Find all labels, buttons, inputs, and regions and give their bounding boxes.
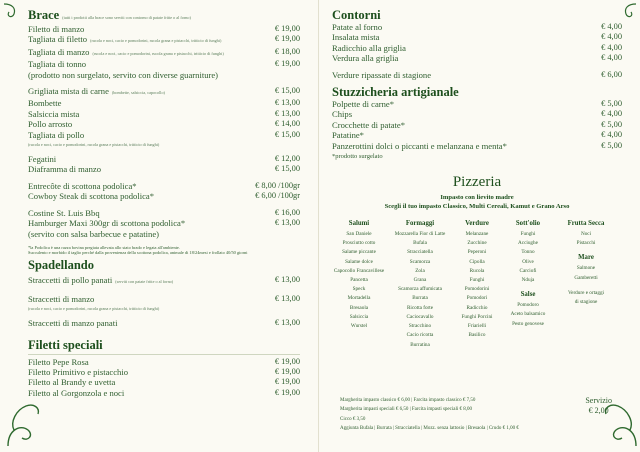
ingredient-item: Radicchio [466,304,488,311]
servizio-label: Servizio [585,396,612,405]
servizio-price: € 2,00 [588,406,609,415]
menu-item-name: Panzerottini dolci o piccanti e melanzana e menta* [332,140,507,151]
ingredient-item: Scamorza affumicata [398,286,442,293]
ingredient-heading: Formaggi [405,220,435,228]
ingredient-column [454,220,500,340]
ingredient-item: Olive [522,258,534,265]
menu-item [28,318,300,328]
ingredient-item: Aceto balsamico [510,311,546,318]
menu-item-price: € 4,00 [601,109,622,119]
menu-item-name: Patate al forno [332,22,383,32]
menu-item [28,357,300,367]
ingredient-item: Pomodoro [517,302,539,309]
ingredient-item: Salsiccia [349,313,369,320]
ingredient-item: Prosciutto cotto [342,240,376,247]
menu-item-price: € 6,00 /100gr [255,191,300,201]
ingredient-columns [332,220,622,370]
menu-item [332,120,622,130]
menu-item-name: Salsiccia mista [28,108,80,119]
menu-item [332,141,622,151]
menu-item-price: € 15,00 [274,86,300,96]
price-line: Cicco € 3,50 [340,416,366,422]
menu-item-name: Tagliata di pollo [28,129,85,140]
menu-item-name: Entrecôte di scottona podolica* [28,180,137,191]
menu-item-price: € 13,00 [274,318,300,328]
menu-item [28,208,300,218]
menu-item-name: Straccetti di manzo panati [28,318,118,329]
menu-item [28,34,300,46]
menu-item-name: Cowboy Steak di scottona podolica* [28,191,155,202]
menu-item-note: (rucola e noci, cacio e pomodorini, rucola grana e pistacchi, tritticio di funghi) [92,50,224,56]
ingredient-heading: Salse [520,291,536,299]
ingredient-item: Pomodorini [464,286,490,293]
menu-item [28,47,300,59]
menu-item-price: € 16,00 [274,207,300,217]
menu-item [28,367,300,377]
menu-item-note: (serviti con patate fritte o al forno) [115,279,174,285]
ingredient-column [502,220,554,329]
menu-item-price: € 19,00 [274,366,300,376]
pizza-prices [340,396,519,434]
ingredient-item: Melanzane [465,231,489,238]
menu-item [28,388,300,398]
menu-item-name: Verdura alla griglia [332,53,399,64]
stuzzicheria-list [332,99,622,151]
menu-item-name: Grigliata mista di carne [28,86,109,97]
ingredient-item: Pancetta [350,277,368,284]
menu-item [28,181,300,191]
ingredient-item: di stagione [574,299,598,306]
ingredient-item: Nduja [521,277,535,284]
ingredient-item: Capocollo Francavillese [333,267,385,274]
ingredient-item: Mozzarella Fior di Latte [394,231,446,238]
menu-item [332,53,622,63]
menu-item [332,109,622,119]
ingredient-item: Rucola [469,267,485,274]
menu-item-price: € 5,00 [601,119,622,129]
menu-item-name: Pollo arrosto [28,119,73,130]
menu-item [28,70,300,80]
menu-item-name: Insalata mista [332,32,380,43]
menu-item-name: Chips [332,109,353,120]
ingredient-item: San Daniele [346,231,372,238]
menu-item [28,191,300,201]
ingredient-column [332,220,386,331]
ingredient-item: Acciughe [518,240,538,247]
menu-item-name: Filetto al Brandy e uvetta [28,377,116,388]
menu-item-price: € 15,00 [274,129,300,139]
right-column [332,6,622,370]
menu-item-name: (prodotto non surgelato, servito con diverse guarniture) [28,69,219,80]
ingredient-item: Funghi [469,277,485,284]
menu-item-price: € 14,00 [274,119,300,129]
ingredient-item: Peperoni [467,249,487,256]
menu-item-price: € 5,00 [601,140,622,150]
ingredient-item: Caciocavallo [406,313,434,320]
price-line: Margherita impasto classico € 6,00 | Farcita impasto classico € 7,50 [340,398,476,403]
pizzeria-title: Pizzeria [452,174,502,191]
stuzzicheria-section-title: Stuzzicheria artigianale [332,85,459,100]
ingredient-item: Zucchine [467,240,487,247]
ingredient-item: Wurstel [350,323,368,330]
ingredient-column [388,220,452,350]
menu-item [28,140,300,148]
menu-item-price: € 13,00 [274,98,300,108]
menu-item [28,218,300,228]
menu-item [28,98,300,108]
menu-item-price: € 13,00 [274,108,300,118]
menu-item [332,43,622,53]
menu-item-note: (rucola e noci, cacio e pomodorini, rucola grana e pistacchi, tritticio di funghi) [90,38,222,44]
menu-item-price: € 19,00 [274,34,300,44]
ingredient-heading: Sott'olio [515,220,541,228]
ingredient-item: Pistacchi [576,240,596,247]
menu-item [28,154,300,164]
ingredient-item: Pomodori [466,295,488,302]
ingredient-item: Noci [580,231,592,238]
menu-item [28,59,300,69]
menu-item-price: € 19,00 [274,387,300,397]
surgelato-footnote: *prodotto surgelato [332,153,383,161]
brace-list [28,24,300,239]
ingredient-item: Burratina [410,341,430,348]
ingredient-heading: Salumi [348,220,370,228]
ingredient-item: Ricotta forte [406,304,434,311]
menu-item [28,164,300,174]
filetti-section-title: Filetti speciali [28,337,103,352]
ingredient-item: Bufala [413,240,427,247]
menu-item-name: Hamburger Maxi 300gr di scottona podolica* [28,218,186,229]
menu-item-name: Tagliata di filetto [28,34,88,45]
ingredient-item: Cacio ricotta [406,332,434,339]
ingredient-item: Salmone [576,265,596,272]
menu-item [28,275,300,287]
ingredient-item: Tonno [521,249,535,256]
menu-item [28,294,300,304]
ingredient-item: Mortadella [347,295,371,302]
menu-item [332,130,622,140]
contorni-section-title: Contorni [332,8,381,22]
ingredient-item: Burrata [412,295,428,302]
menu-item-name: Patatine* [332,130,364,141]
menu-item-price: € 12,00 [274,154,300,164]
menu-item-note: (rucola e noci, cacio e pomodorini, rucola grana e pistacchi, tritticio di funghi) [28,306,160,312]
menu-item-price: € 13,00 [274,275,300,285]
ingredient-item: Cipolla [469,258,485,265]
menu-item-name: Tagliata di manzo [28,46,90,57]
price-line: Margherita impasti speciali € 6,50 | Farcita impasti speciali € 8,00 [340,407,472,413]
menu-item-name: Radicchio alla griglia [332,42,406,53]
flourish-top-left-icon [2,2,28,28]
podolica-footnote: *la Podolica è una razza bovina pregiata allevata allo stato brado e legata all'ambiente. Succulento e morbido il taglio perché dalla provenienza della scottona podolica, animale di 18/24mesi e frollato 40/50 giorni [28,244,248,256]
menu-item-name: Filetto di manzo [28,24,85,34]
ingredient-item: Stracchino [408,323,432,330]
pizzeria-subtitle: Impasto con lievito madre [440,194,514,202]
menu-item-name: Bombette [28,98,62,109]
ingredient-heading: Verdure [465,220,489,228]
ingredient-item: Funghi Porcini [461,313,493,320]
menu-item-price: € 19,00 [274,356,300,366]
ingredient-item: Salame dolce [345,258,373,265]
menu-item-note: (rucola e noci, cacio e pomodorini, rucola grana e pistacchi, tritticio di funghi) [28,142,160,148]
menu-item [28,304,300,312]
menu-item [28,377,300,387]
ingredient-heading: Mare [578,254,594,262]
menu-item-name: (servito con salsa barbecue e patatine) [28,228,159,239]
menu-item [332,99,622,109]
menu-item-price: € 4,00 [601,53,622,63]
menu-item-price: € 8,00 /100gr [255,180,300,190]
servizio-box [585,396,612,416]
menu-item-price: € 15,00 [274,164,300,174]
menu-item-price: € 6,00 [601,69,622,79]
ingredient-heading: Frutta Secca [567,220,605,228]
spadellando-list [28,275,300,328]
ingredient-item: Grana [413,277,427,284]
ingredient-item: Pesto genovese [512,320,544,327]
menu-item-note: (bombette, salsiccia, capocollo) [111,90,165,96]
ingredient-item: Friarielli [467,323,487,330]
menu-item-price: € 19,00 [274,59,300,69]
menu-item-name: Crocchette di patate* [332,119,406,130]
menu-item [28,86,300,98]
menu-item-name: Filetto Pepe Rosa [28,356,89,367]
flourish-bottom-left-icon [4,400,46,448]
pizzeria-dough-choice: Scegli il tuo impasto Classico, Multi Cereali, Kamut e Grano Arso [384,203,570,211]
menu-item-price: € 4,00 [601,22,622,31]
ingredient-item: Scamorza [409,258,431,265]
menu-item [332,70,622,80]
menu-item [332,32,622,42]
menu-item-name: Straccetti di pollo panati [28,275,113,286]
ingredient-item: Salame piccante [342,249,376,256]
ingredient-item: Basilico [468,332,486,339]
menu-item-price: € 4,00 [601,32,622,42]
menu-item-name: Filetto Primitivo e pistacchio [28,366,129,377]
menu-item-price: € 19,00 [274,24,300,33]
menu-item-name: Straccetti di manzo [28,293,95,304]
spadellando-section-title: Spadellando [28,258,95,273]
left-column [28,6,300,398]
ingredient-item: Gamberetti [574,274,598,281]
menu-item-name: Verdure ripassate di stagione [332,69,432,80]
menu-item-price: € 19,00 [274,377,300,387]
menu-item-name: Fegatini [28,154,57,165]
ingredient-item: Stracciatella [407,249,433,256]
ingredient-item: Carciofi [519,267,537,274]
menu-item [28,229,300,239]
menu-item-name: Filetto al Gorgonzola e noci [28,387,125,398]
menu-item [28,119,300,129]
brace-section-title: Brace (tutti i prodotti alla brace sono serviti con contorno di patate fritte o al forno) [28,8,191,22]
filetti-rule [28,354,300,355]
menu-item-price: € 18,00 [274,46,300,56]
menu-item [28,109,300,119]
menu-item [332,22,622,32]
ingredient-column [556,220,616,307]
filetti-list [28,357,300,399]
menu-item-price: € 13,00 [274,218,300,228]
ingredient-item: Bresaola [349,304,369,311]
contorni-list [332,22,622,80]
menu-item-name: Tagliata di tonno [28,59,87,70]
menu-item-name: Costine St. Luis Bbq [28,207,100,218]
ingredient-item: Funghi [520,231,536,238]
page-fold-divider [318,0,319,452]
menu-item-name: Diaframma di manzo [28,164,102,175]
ingredient-item: Verdure e ortaggi [567,289,604,296]
ingredient-item: Zola [415,267,425,274]
menu-item-price: € 4,00 [601,130,622,140]
menu-item-price: € 5,00 [601,99,622,109]
menu-item-name: Polpette di carne* [332,99,395,110]
price-line: Aggiunta Bufala | Burrata | Stracciatella | Mozz. senza lattosio | Bresaola | Crudo € 1,00 € [340,426,519,432]
ingredient-item: Speck [352,286,366,293]
menu-item [28,24,300,34]
menu-item-price: € 13,00 [274,293,300,303]
menu-item-price: € 4,00 [601,42,622,52]
menu-item [28,130,300,140]
